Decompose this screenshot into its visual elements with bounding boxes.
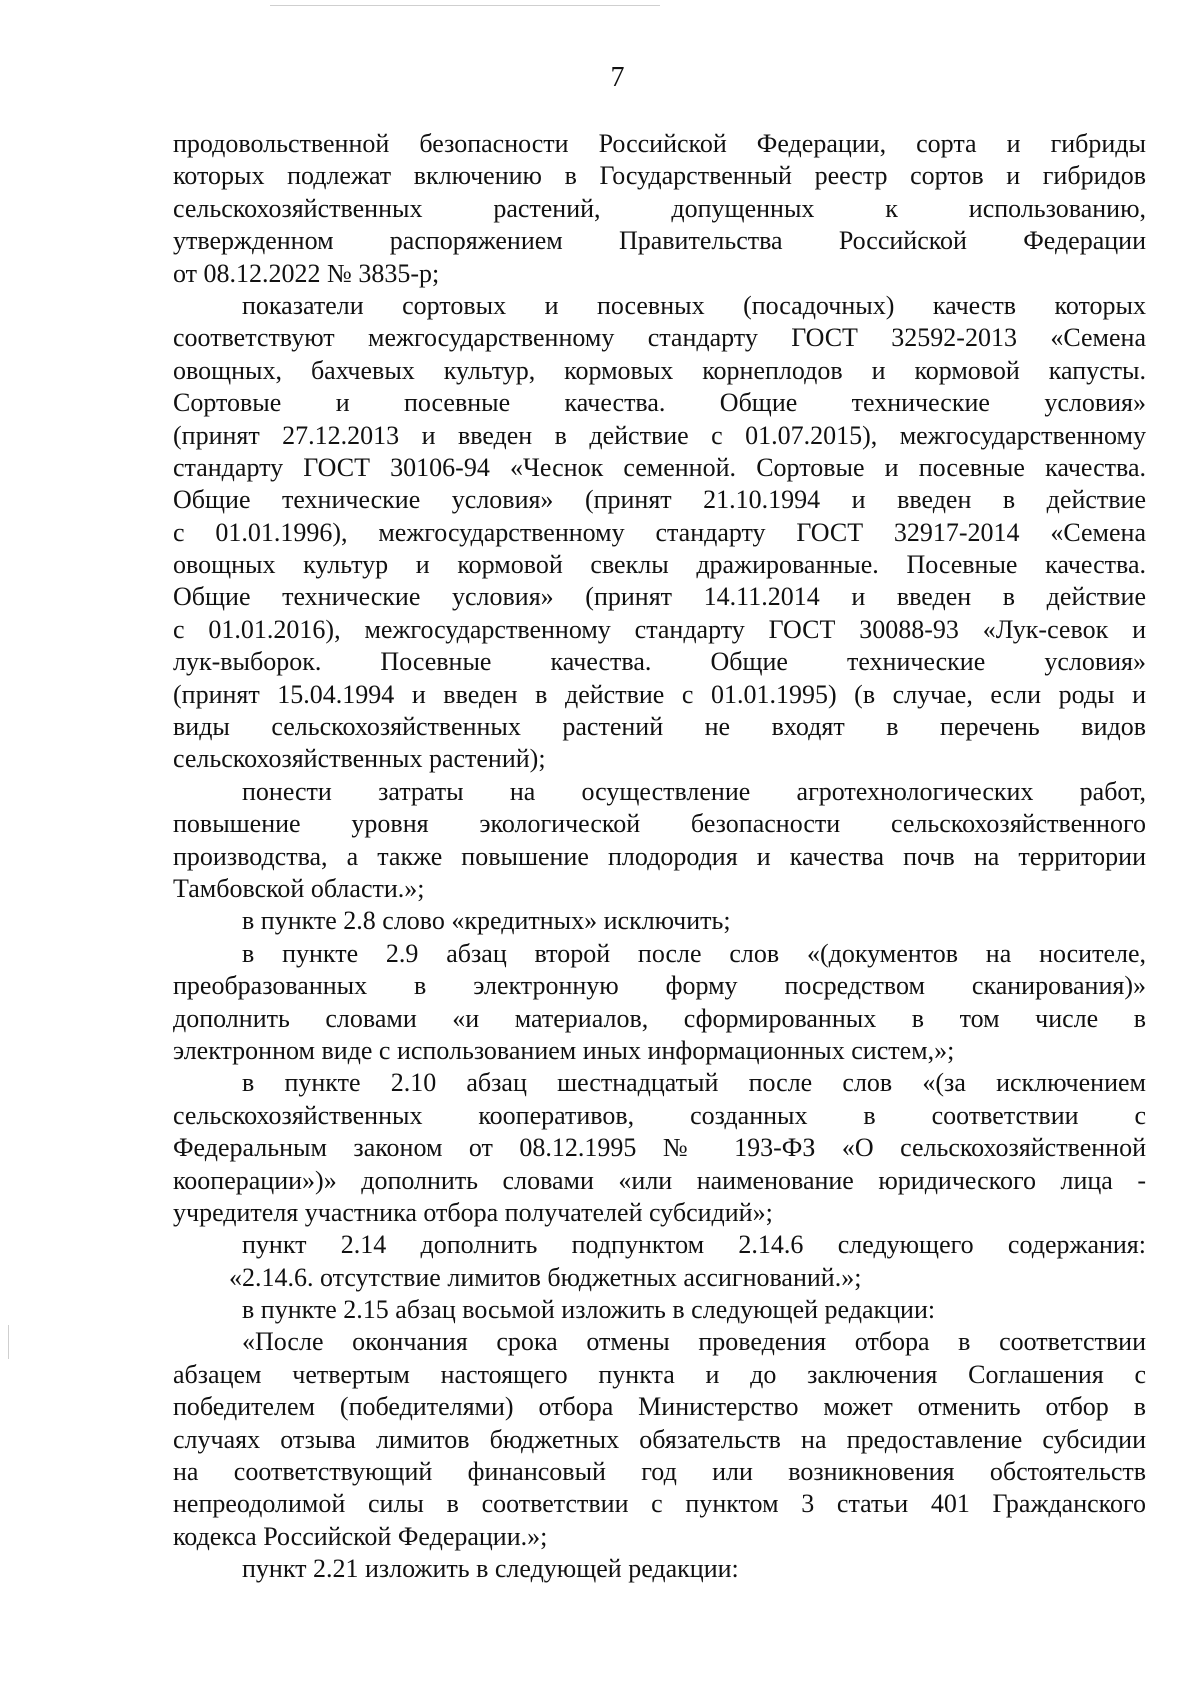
paragraph-line: непреодолимой силы в соответствии с пунктом 3 статьи 401 Гражданского <box>173 1489 1146 1519</box>
paragraph-agrotech-costs <box>173 776 1146 906</box>
paragraph-clause-2-15 <box>173 1294 1146 1326</box>
paragraph-seed-quality <box>173 290 1146 776</box>
paragraph-line: учредителя участника отбора получателей субсидий»; <box>173 1197 773 1227</box>
paragraph-line: которых подлежат включению в Государственный реестр сортов и гибридов <box>173 161 1146 191</box>
paragraph-clause-2-14-6 <box>173 1262 1146 1294</box>
paragraph-food-security <box>173 128 1146 290</box>
paragraph-line: сельскохозяйственных растений, допущенных к использованию, <box>173 193 1146 223</box>
paragraph-line: с 01.01.2016), межгосударственному стандарту ГОСТ 30088-93 «Лук-севок и <box>173 614 1146 644</box>
paragraph-line: с 01.01.1996), межгосударственному стандарту ГОСТ 32917-2014 «Семена <box>173 517 1146 547</box>
scan-speck-top <box>270 5 660 6</box>
paragraph-line: сельскохозяйственных растений); <box>173 744 546 774</box>
paragraph-line: электронном виде с использованием иных информационных систем,»; <box>173 1035 955 1065</box>
paragraph-clause-2-8 <box>173 905 1146 937</box>
paragraph-line: утвержденном распоряжением Правительства Российской Федерации <box>173 226 1146 256</box>
paragraph-line: победителем (победителями) отбора Министерство может отменить отбор в <box>173 1392 1146 1422</box>
paragraph-line: в пункте 2.10 абзац шестнадцатый после слов «(за исключением <box>242 1068 1146 1098</box>
paragraph-line: овощных, бахчевых культур, кормовых корнеплодов и кормовой капусты. <box>173 355 1146 385</box>
paragraph-line: Общие технические условия» (принят 21.10.1994 и введен в действие <box>173 485 1146 515</box>
paragraph-line: (принят 15.04.1994 и введен в действие с 01.01.1995) (в случае, если роды и <box>173 679 1146 709</box>
paragraph-line: стандарту ГОСТ 30106-94 «Чеснок семенной. Сортовые и посевные качества. <box>173 452 1146 482</box>
paragraph-line: сельскохозяйственных кооперативов, созданных в соответствии с <box>173 1100 1146 1130</box>
paragraph-line: понести затраты на осуществление агротехнологических работ, <box>242 776 1146 806</box>
paragraph-line: Сортовые и посевные качества. Общие технические условия» <box>173 388 1146 418</box>
paragraph-line: дополнить словами «и материалов, сформированных в том числе в <box>173 1003 1146 1033</box>
paragraph-line: производства, а также повышение плодородия и качества почв на территории <box>173 841 1146 871</box>
paragraph-line: лук-выборок. Посевные качества. Общие технические условия» <box>173 647 1146 677</box>
paragraph-line: показатели сортовых и посевных (посадочных) качеств которых <box>242 290 1146 320</box>
paragraph-line: на соответствующий финансовый год или возникновения обстоятельств <box>173 1457 1146 1487</box>
paragraph-line: кооперации»)» дополнить словами «или наименование юридического лица - <box>173 1165 1146 1195</box>
paragraph-clause-2-9 <box>173 938 1146 1068</box>
paragraph-line: (принят 27.12.2013 и введен в действие с 01.07.2015), межгосударственному <box>173 420 1146 450</box>
paragraph-line: кодекса Российской Федерации.»; <box>173 1521 548 1551</box>
document-body <box>173 128 1146 1586</box>
paragraph-clause-2-14 <box>173 1229 1146 1261</box>
paragraph-line: преобразованных в электронную форму посредством сканирования)» <box>173 971 1146 1001</box>
paragraph-line: пункт 2.21 изложить в следующей редакции: <box>242 1554 739 1584</box>
paragraph-line: «2.14.6. отсутствие лимитов бюджетных ассигнований.»; <box>229 1262 862 1292</box>
paragraph-line: «После окончания срока отмены проведения отбора в соответствии <box>242 1327 1146 1357</box>
paragraph-line: Федеральным законом от 08.12.1995 № 193-ФЗ «О сельскохозяйственной <box>173 1133 1146 1163</box>
paragraph-line: абзацем четвертым настоящего пункта и до заключения Соглашения с <box>173 1359 1146 1389</box>
paragraph-line: овощных культур и кормовой свеклы дражированные. Посевные качества. <box>173 550 1146 580</box>
paragraph-line: в пункте 2.15 абзац восьмой изложить в следующей редакции: <box>242 1295 936 1325</box>
paragraph-line: соответствуют межгосударственному стандарту ГОСТ 32592-2013 «Семена <box>173 323 1146 353</box>
paragraph-line: Тамбовской области.»; <box>173 873 425 903</box>
page-number: 7 <box>610 62 625 93</box>
paragraph-line: от 08.12.2022 № 3835-р; <box>173 258 440 288</box>
paragraph-clause-2-21 <box>173 1553 1146 1585</box>
paragraph-line: продовольственной безопасности Российской Федерации, сорта и гибриды <box>173 129 1146 158</box>
paragraph-line: случаях отзыва лимитов бюджетных обязательств на предоставление субсидии <box>173 1424 1146 1454</box>
scan-speck-left <box>8 1325 9 1359</box>
paragraph-line: в пункте 2.9 абзац второй после слов «(документов на носителе, <box>242 938 1146 968</box>
paragraph-clause-2-10 <box>173 1067 1146 1229</box>
paragraph-line: пункт 2.14 дополнить подпунктом 2.14.6 следующего содержания: <box>242 1230 1146 1260</box>
paragraph-selection-cancel <box>173 1326 1146 1553</box>
paragraph-line: Общие технические условия» (принят 14.11.2014 и введен в действие <box>173 582 1146 612</box>
paragraph-line: в пункте 2.8 слово «кредитных» исключить; <box>242 906 731 936</box>
paragraph-line: виды сельскохозяйственных растений не входят в перечень видов <box>173 712 1146 742</box>
paragraph-line: повышение уровня экологической безопасности сельскохозяйственного <box>173 809 1146 839</box>
